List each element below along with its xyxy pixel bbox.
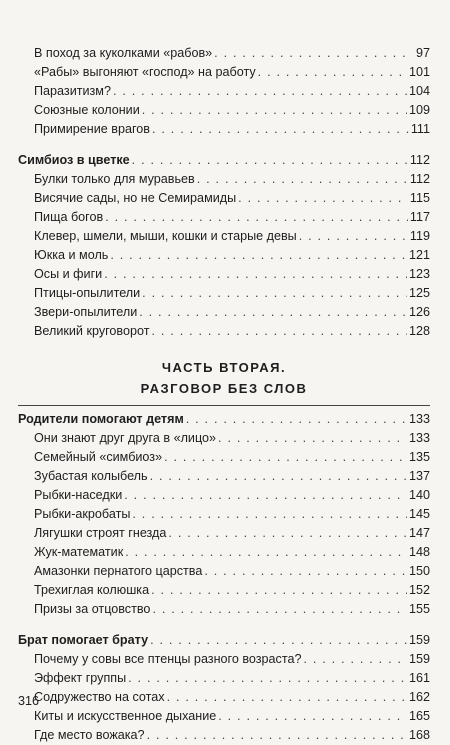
toc-entry [18,429,430,448]
toc-entry-page: 140 [408,488,430,502]
toc-entry-title: Примирение врагов [34,122,150,136]
toc-entry-page: 109 [408,103,430,117]
dot-leader [186,410,407,429]
toc-entry-page: 97 [415,46,430,60]
dot-leader [214,44,410,63]
toc-entry-title: Эффект группы [34,671,127,685]
toc-entry [18,707,430,726]
toc-entry [18,505,430,524]
toc-entry-page: 152 [408,583,430,597]
toc-entry-page: 101 [408,65,430,79]
toc-entry [18,650,430,669]
toc-entry-title: Великий круговорот [34,324,150,338]
dot-leader [238,189,408,208]
toc-entry-title: Они знают друг друга в «лицо» [34,431,217,445]
toc-entry-title: Содружество на сотах [34,690,165,704]
toc-entry-page: 121 [408,248,430,262]
toc-entry [18,669,430,688]
toc-entry [18,170,430,189]
part-title: РАЗГОВОР БЕЗ СЛОВ [140,381,308,396]
dot-leader [152,120,409,139]
toc-entry [18,208,430,227]
toc-entry-page: 112 [409,153,430,167]
dot-leader [128,669,407,688]
toc-entry-title: Трехиглая колюшка [34,583,150,597]
toc-entry-page: 162 [408,690,430,704]
toc-entry-title: Паразитизм? [34,84,111,98]
toc-entry-page: 126 [408,305,430,319]
toc-entry-title: Птицы-опылители [34,286,141,300]
toc-entry-title: Осы и фиги [34,267,103,281]
toc-entry [18,284,430,303]
toc-entry-page: 155 [408,602,430,616]
dot-leader [197,170,408,189]
toc-entry [18,322,430,341]
toc-entry-title: Висячие сады, но не Семирамиды [34,191,237,205]
toc-entry-page: 133 [408,412,430,426]
toc-entry-title: Пища богов [34,210,104,224]
dot-leader [105,208,408,227]
toc-entry-title: Почему у совы все птенцы разного возраста? [34,652,302,666]
toc-entry-title: Призы за отцовство [34,602,151,616]
dot-leader [142,284,407,303]
dot-leader [113,82,407,101]
toc-group-1 [18,44,430,139]
toc-entry [18,246,430,265]
dot-leader [151,581,407,600]
toc-entry [18,82,430,101]
toc-entry-title: Звери-опылители [34,305,138,319]
toc-entry [18,543,430,562]
dot-leader [132,151,408,170]
dot-leader [303,650,407,669]
dot-leader [167,688,407,707]
toc-section-parents [18,410,430,619]
dot-leader [168,524,407,543]
toc-entry-page: 135 [408,450,430,464]
toc-entry-page: 115 [409,191,430,205]
dot-leader [142,101,407,120]
section-divider [18,405,430,406]
toc-entry-page: 148 [408,545,430,559]
toc-section-symbiosis [18,151,430,341]
toc-entry-page: 119 [409,229,430,243]
toc-entry [18,467,430,486]
dot-leader [164,448,407,467]
toc-entry-title: Зубастая колыбель [34,469,148,483]
dot-leader [299,227,408,246]
dot-leader [218,707,407,726]
toc-entry-page: 150 [408,564,430,578]
dot-leader [132,505,407,524]
toc-entry-page: 133 [408,431,430,445]
toc-entry [18,726,430,745]
toc-entry-title: Семейный «симбиоз» [34,450,163,464]
toc-entry [18,189,430,208]
toc-entry [18,44,430,63]
page-number: 316 [18,694,40,708]
toc-entry-title: В поход за куколками «рабов» [34,46,213,60]
dot-leader [152,322,407,341]
toc-entry-page: 125 [408,286,430,300]
toc-entry-title: Рыбки-наседки [34,488,123,502]
dot-leader [150,467,407,486]
toc-entry-title: Клевер, шмели, мыши, кошки и старые девы [34,229,297,243]
toc-entry-page: 137 [408,469,430,483]
toc-entry [18,688,430,707]
toc-entry-title: Где место вожака? [34,728,145,742]
toc-section-title: Симбиоз в цветке [18,153,130,167]
toc-entry-title: Жук-математик [34,545,124,559]
part-heading [18,357,430,399]
toc-section-brothers [18,631,430,745]
toc-entry-title: Союзные колонии [34,103,140,117]
toc-entry [18,120,430,139]
toc-entry [18,448,430,467]
toc-entry-page: 123 [408,267,430,281]
dot-leader [125,543,407,562]
toc-entry-page: 111 [410,122,430,136]
toc-entry-page: 159 [408,633,430,647]
toc-entry [18,63,430,82]
dot-leader [139,303,407,322]
dot-leader [152,600,407,619]
toc-entry [18,562,430,581]
toc-entry [18,265,430,284]
dot-leader [124,486,407,505]
toc-entry-page: 128 [408,324,430,338]
toc-entry [18,227,430,246]
toc-entry-title: Лягушки строят гнезда [34,526,167,540]
toc-entry [18,101,430,120]
toc-entry [18,524,430,543]
toc-entry [18,581,430,600]
toc-entry-title: Рыбки-акробаты [34,507,131,521]
toc-entry-title: «Рабы» выгоняют «господ» на работу [34,65,256,79]
toc-entry-page: 168 [408,728,430,742]
part-label: ЧАСТЬ ВТОРАЯ. [161,360,287,375]
toc-entry [18,303,430,322]
toc-entry-page: 165 [408,709,430,723]
toc-entry-page: 147 [408,526,430,540]
toc-entry-title: Юкка и моль [34,248,109,262]
dot-leader [110,246,407,265]
toc-entry-page: 117 [409,210,430,224]
dot-leader [218,429,407,448]
toc-section-title: Родители помогают детям [18,412,184,426]
toc-entry [18,600,430,619]
toc-entry-title: Булки только для муравьев [34,172,195,186]
toc-section-heading [18,631,430,650]
dot-leader [150,631,407,650]
toc-entry-page: 145 [408,507,430,521]
toc-section-title: Брат помогает брату [18,633,149,647]
table-of-contents [18,44,430,745]
toc-entry-page: 112 [409,172,430,186]
toc-entry-title: Амазонки пернатого царства [34,564,203,578]
toc-entry-page: 159 [408,652,430,666]
toc-entry [18,486,430,505]
dot-leader [147,726,407,745]
toc-entry-title: Киты и искусственное дыхание [34,709,217,723]
dot-leader [258,63,407,82]
toc-entry-page: 104 [408,84,430,98]
dot-leader [204,562,407,581]
toc-entry-page: 161 [408,671,430,685]
toc-section-heading [18,151,430,170]
dot-leader [104,265,407,284]
toc-section-heading [18,410,430,429]
